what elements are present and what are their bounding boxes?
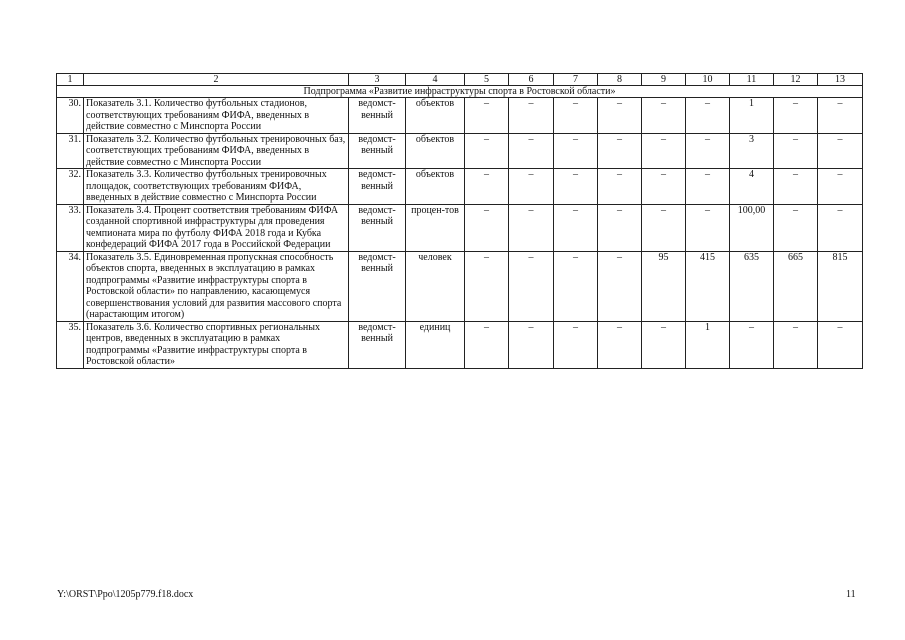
- column-number-9: 9: [642, 74, 686, 86]
- column-number-1: 1: [57, 74, 84, 86]
- indicator-value: –: [598, 133, 642, 169]
- indicator-source: ведомст-венный: [349, 169, 406, 205]
- row-number: 31.: [57, 133, 84, 169]
- indicator-value: –: [642, 204, 686, 251]
- row-number: 32.: [57, 169, 84, 205]
- column-number-row: [57, 74, 863, 86]
- table-row: [57, 204, 863, 251]
- indicator-value: –: [818, 133, 863, 169]
- table-row: [57, 98, 863, 134]
- indicator-value: 95: [642, 251, 686, 321]
- indicator-value: –: [509, 204, 554, 251]
- indicator-name: Показатель 3.2. Количество футбольных тренировочных баз, соответствующих требованиям ФИФА, введенных в действие совместно с Минспорта России: [84, 133, 349, 169]
- row-number: 33.: [57, 204, 84, 251]
- indicator-value: 665: [774, 251, 818, 321]
- indicator-value: –: [509, 321, 554, 368]
- indicator-value: –: [598, 251, 642, 321]
- subprogram-row: [57, 86, 863, 98]
- indicator-source: ведомст-венный: [349, 251, 406, 321]
- indicator-value: –: [598, 98, 642, 134]
- table-row: [57, 251, 863, 321]
- indicator-source: ведомст-венный: [349, 321, 406, 368]
- column-number-12: 12: [774, 74, 818, 86]
- column-number-3: 3: [349, 74, 406, 86]
- indicator-source: ведомст-венный: [349, 204, 406, 251]
- page-number: 11: [846, 589, 856, 600]
- indicator-value: –: [554, 321, 598, 368]
- indicator-value: –: [686, 169, 730, 205]
- column-number-10: 10: [686, 74, 730, 86]
- indicator-value: –: [509, 133, 554, 169]
- indicator-value: –: [686, 133, 730, 169]
- indicator-name: Показатель 3.1. Количество футбольных стадионов, соответствующих требованиям ФИФА, введенных в действие совместно с Минспорта России: [84, 98, 349, 134]
- indicator-value: –: [774, 321, 818, 368]
- indicator-value: 100,00: [730, 204, 774, 251]
- indicator-unit: объектов: [406, 133, 465, 169]
- indicator-unit: процен-тов: [406, 204, 465, 251]
- indicator-value: –: [774, 169, 818, 205]
- column-number-8: 8: [598, 74, 642, 86]
- indicator-value: –: [465, 98, 509, 134]
- indicator-value: 415: [686, 251, 730, 321]
- indicator-value: –: [774, 204, 818, 251]
- indicator-value: –: [730, 321, 774, 368]
- indicator-value: 4: [730, 169, 774, 205]
- indicator-value: –: [465, 251, 509, 321]
- indicator-value: –: [642, 321, 686, 368]
- indicator-unit: объектов: [406, 98, 465, 134]
- indicator-value: –: [642, 169, 686, 205]
- indicator-value: –: [465, 204, 509, 251]
- indicator-value: 815: [818, 251, 863, 321]
- indicator-value: –: [554, 251, 598, 321]
- indicator-value: –: [686, 98, 730, 134]
- indicator-value: 635: [730, 251, 774, 321]
- indicator-source: ведомст-венный: [349, 98, 406, 134]
- column-number-13: 13: [818, 74, 863, 86]
- indicator-value: –: [686, 204, 730, 251]
- indicator-value: –: [642, 133, 686, 169]
- indicator-unit: единиц: [406, 321, 465, 368]
- indicator-unit: человек: [406, 251, 465, 321]
- indicator-value: 1: [686, 321, 730, 368]
- column-number-2: 2: [84, 74, 349, 86]
- column-number-7: 7: [554, 74, 598, 86]
- indicator-unit: объектов: [406, 169, 465, 205]
- column-number-4: 4: [406, 74, 465, 86]
- table-row: [57, 321, 863, 368]
- indicator-value: –: [598, 204, 642, 251]
- column-number-5: 5: [465, 74, 509, 86]
- indicator-value: –: [554, 169, 598, 205]
- indicator-value: –: [554, 98, 598, 134]
- subprogram-title: Подпрограмма «Развитие инфраструктуры спорта в Ростовской области»: [57, 86, 863, 98]
- indicator-table: [56, 73, 863, 369]
- indicator-name: Показатель 3.4. Процент соответствия требованиям ФИФА созданной спортивной инфраструктуры для проведения чемпионата мира по футболу ФИФА 2018 года и Кубка конфедераций ФИФА 2017 года в Российской Федерации: [84, 204, 349, 251]
- column-number-11: 11: [730, 74, 774, 86]
- row-number: 35.: [57, 321, 84, 368]
- table-row: [57, 133, 863, 169]
- indicator-name: Показатель 3.6. Количество спортивных региональных центров, введенных в эксплуатацию в рамках подпрограммы «Развитие инфраструктуры спорта в Ростовской области»: [84, 321, 349, 368]
- indicator-value: –: [554, 204, 598, 251]
- indicator-value: –: [774, 98, 818, 134]
- indicator-value: –: [509, 251, 554, 321]
- indicator-value: –: [818, 321, 863, 368]
- indicator-value: 3: [730, 133, 774, 169]
- indicator-value: –: [598, 321, 642, 368]
- indicator-value: 1: [730, 98, 774, 134]
- indicator-value: –: [774, 133, 818, 169]
- file-path: Y:\ORST\Ppo\1205p779.f18.docx: [57, 589, 194, 600]
- indicator-source: ведомст-венный: [349, 133, 406, 169]
- indicator-value: –: [598, 169, 642, 205]
- indicator-value: –: [554, 133, 598, 169]
- indicator-value: –: [465, 169, 509, 205]
- indicator-value: –: [465, 321, 509, 368]
- indicator-value: –: [509, 98, 554, 134]
- indicator-value: –: [818, 204, 863, 251]
- indicator-value: –: [818, 98, 863, 134]
- table-row: [57, 169, 863, 205]
- indicator-name: Показатель 3.3. Количество футбольных тренировочных площадок, соответствующих требованиям ФИФА, введенных в действие совместно с Минспорта России: [84, 169, 349, 205]
- indicator-value: –: [465, 133, 509, 169]
- row-number: 34.: [57, 251, 84, 321]
- column-number-6: 6: [509, 74, 554, 86]
- row-number: 30.: [57, 98, 84, 134]
- indicator-value: –: [642, 98, 686, 134]
- indicator-value: –: [818, 169, 863, 205]
- indicator-name: Показатель 3.5. Единовременная пропускная способность объектов спорта, введенных в эксплуатацию в рамках подпрограммы «Развитие инфраструктуры спорта в Ростовской области» по направлению, касающемуся совершенствования условий для развития массового спорта (нарастающим итогом): [84, 251, 349, 321]
- indicator-value: –: [509, 169, 554, 205]
